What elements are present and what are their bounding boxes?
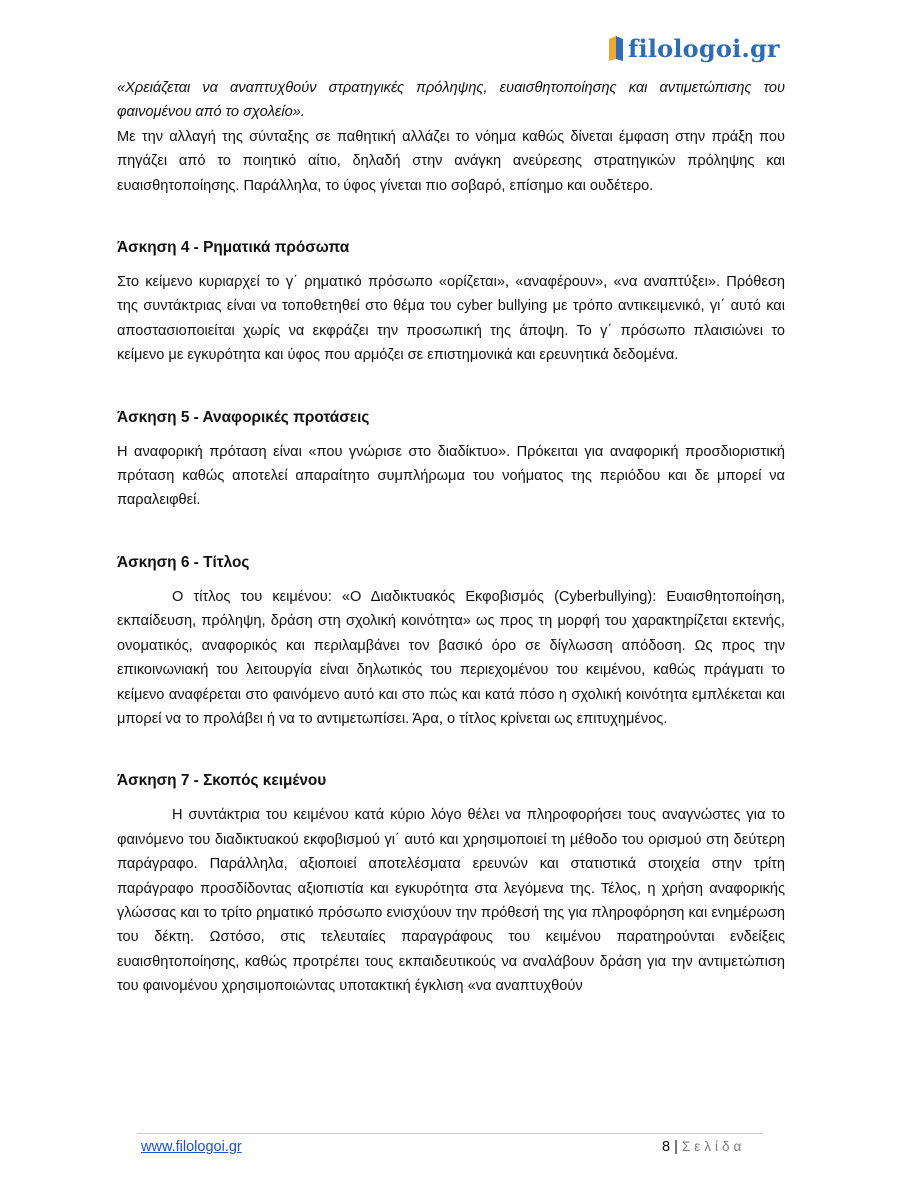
- page-separator: |: [674, 1139, 678, 1155]
- intro-quote: «Χρειάζεται να αναπτυχθούν στρατηγικές πρόληψης, ευαισθητοποίησης και αντιμετώπισης του φαινομένου από το σχολείο».: [117, 80, 785, 121]
- book-logo-icon: [606, 33, 626, 63]
- section-title-4: Άσκηση 4 - Ρηματικά πρόσωπα: [117, 239, 350, 257]
- section-title-6: Άσκηση 6 - Τίτλος: [117, 553, 250, 571]
- section-title-7: Άσκηση 7 - Σκοπός κειμένου: [117, 772, 327, 790]
- intro-paragraph: Με την αλλαγή της σύνταξης σε παθητική αλλάζει το νόημα καθώς δίνεται έμφαση στην πράξη που πηγάζει από το ποιητικό αίτιο, δηλαδή στην ανάγκη ανεύρεσης στρατηγικών πρόληψης και ευαισθητοποίησης. Παράλληλα, το ύφος γίνεται πιο σοβαρό, επίσημο και ουδέτερο.: [117, 128, 785, 194]
- document-body: [117, 76, 785, 999]
- footer-divider: [137, 1133, 763, 1134]
- site-logo[interactable]: [606, 28, 780, 68]
- logo-text: filologoi.gr: [628, 33, 780, 63]
- section-text-6: Ο τίτλος του κειμένου: «Ο Διαδικτυακός Εκφοβισμός (Cyberbullying): Ευαισθητοποίηση, εκπαίδευση, πρόληψη, δράση στη σχολική κοινότητα» ως προς τη μορφή του χαρακτηρίζεται εκτενής, ονοματικός, αναφορικός και περιλαμβάνει τον βασικό όρο σε δίγλωσση απόδοση. Ως προς την επικοινωνιακή του λειτουργία είναι δηλωτικός του περιεχομένου του κειμένου, καθώς πράγματι το κείμενο αναφέρεται στο φαινόμενο αυτό και στο πώς και κατά πόσο η σχολική κοινότητα εμπλέκεται και μπορεί να το προλάβει ή να το αντιμετωπίσει. Άρα, ο τίτλος κρίνεται ως επιτυχημένος.: [117, 588, 785, 727]
- section-text-5: Η αναφορική πρόταση είναι «που γνώρισε στο διαδίκτυο». Πρόκειται για αναφορική προσδιοριστική πρόταση καθώς αποτελεί απαραίτητο συμπλήρωμα του νοήματος της περιόδου και δε μπορεί να παραλειφθεί.: [117, 443, 785, 509]
- section-text-7: Η συντάκτρια του κειμένου κατά κύριο λόγο θέλει να πληροφορήσει τους αναγνώστες για το φαινόμενο του διαδικτυακού εκφοβισμού γι΄ αυτό και χρησιμοποιεί τη μέθοδο του ορισμού στη δεύτερη παράγραφο. Παράλληλα, αξιοποιεί αποτελέσματα ερευνών και στατιστικά στοιχεία στην τρίτη παράγραφο προσδίδοντας αξιοπιστία και εγκυρότητα στα λεγόμενα της. Τέλος, η χρήση αναφορικής γλώσσας και το τρίτο ρηματικό πρόσωπο ενισχύουν την πρόθεσή της για πληροφόρηση και ενημέρωση του δέκτη. Ωστόσο, στις τελευταίες παραγράφους του κειμένου παρατηρούνται ενδείξεις ευαισθητοποίησης, καθώς προτρέπει τους εκπαιδευτικούς να αναλάβουν δράση για την αντιμετώπιση του φαινομένου χρησιμοποιώντας υποτακτική έγκλιση «να αναπτυχθούν: [117, 807, 785, 995]
- page-number: 8: [662, 1139, 671, 1155]
- page-word: Σελίδα: [681, 1139, 746, 1154]
- footer-site-link[interactable]: www.filologoi.gr: [141, 1139, 242, 1155]
- page-indicator: [662, 1139, 745, 1155]
- section-text-4: Στο κείμενο κυριαρχεί το γ΄ ρηματικό πρόσωπο «ορίζεται», «αναφέρουν», «να αναπτύξει». Πρόθεση της συντάκτριας είναι να τοποθετηθεί στο θέμα του cyber bullying με τρόπο αντικειμενικό, γι΄ αυτό και αποστασιοποιείται χωρίς να εκφράζει την προσωπική της άποψη. Το γ΄ πρόσωπο πλαισιώνει το κείμενο με εγκυρότητα και ύφος που αρμόζει σε επιστημονικά και ερευνητικά δεδομένα.: [117, 274, 785, 364]
- section-title-5: Άσκηση 5 - Αναφορικές προτάσεις: [117, 408, 370, 426]
